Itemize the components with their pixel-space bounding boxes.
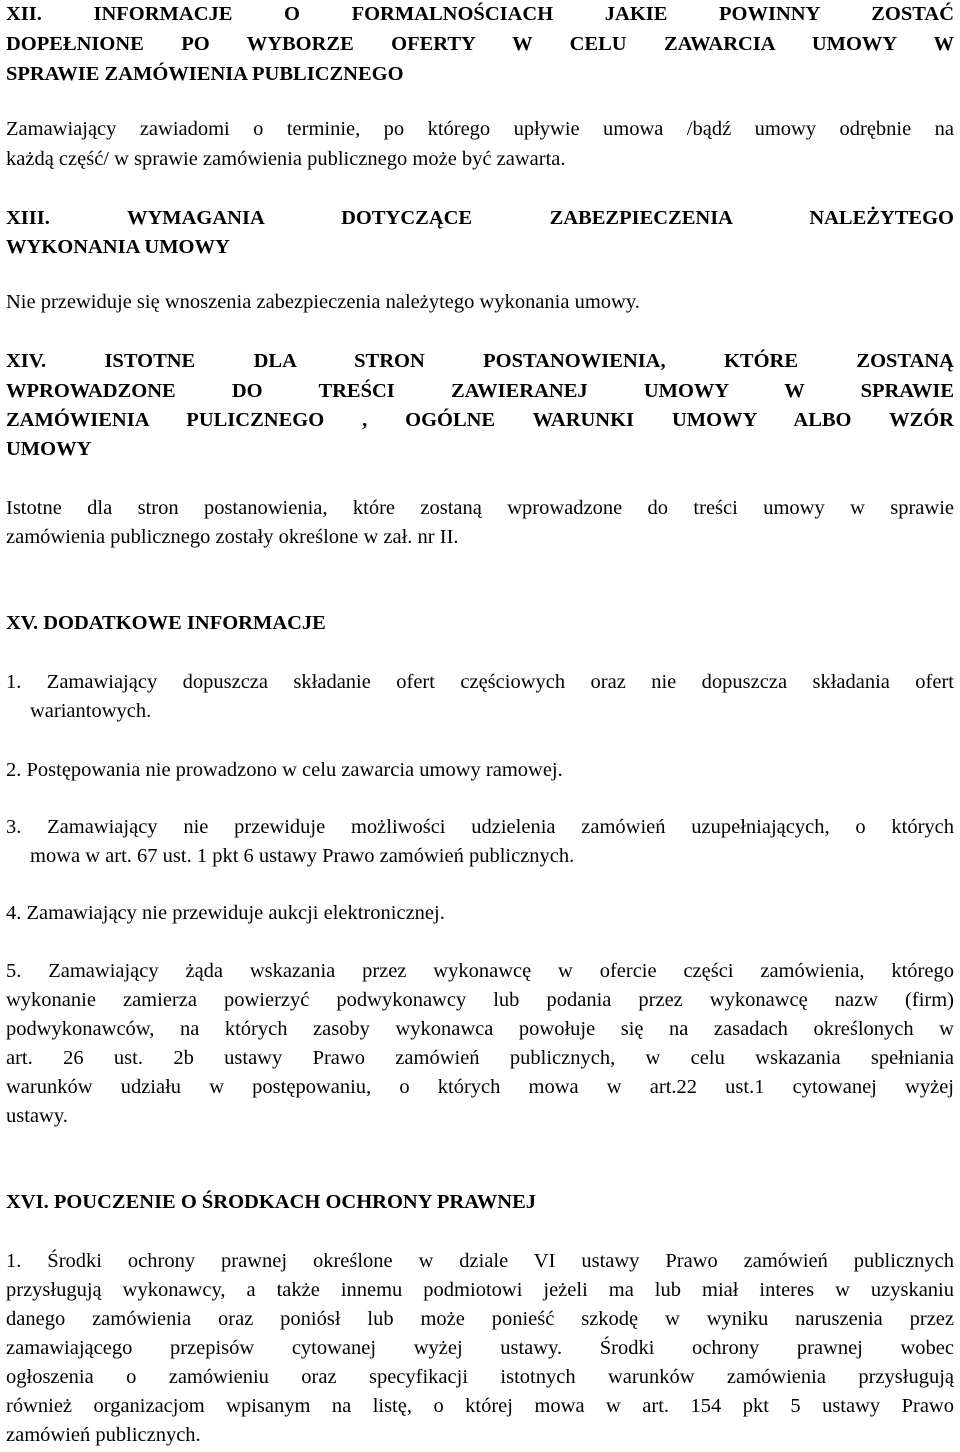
section-xii-heading-line-1: XII. INFORMACJE O FORMALNOŚCIACH JAKIE POWINNY ZOSTAĆ xyxy=(6,3,954,25)
xv-item-1-line-2: wariantowych. xyxy=(30,700,152,722)
xv-item-5-line-3: podwykonawców, na których zasoby wykonawca powołuje się na zasadach określonych w xyxy=(6,1018,954,1040)
section-xvi-heading: XVI. POUCZENIE O ŚRODKACH OCHRONY PRAWNEJ xyxy=(6,1191,536,1213)
xv-item-5-line-4: art. 26 ust. 2b ustawy Prawo zamówień publicznych, w celu wskazania spełniania xyxy=(6,1047,954,1069)
xvi-item-1-line-5: ogłoszenia o zamówieniu oraz specyfikacji istotnych warunków zamówienia przysługują xyxy=(6,1366,954,1388)
section-xiv-heading-line-4: UMOWY xyxy=(6,438,92,460)
section-xii-heading-line-3: SPRAWIE ZAMÓWIENIA PUBLICZNEGO xyxy=(6,63,404,85)
section-xii-heading-line-2: DOPEŁNIONE PO WYBORZE OFERTY W CELU ZAWARCIA UMOWY W xyxy=(6,33,954,55)
xvi-item-1-line-4: zamawiającego przepisów cytowanej wyżej ustawy. Środki ochrony prawnej wobec xyxy=(6,1337,954,1359)
section-xii-body-line-1: Zamawiający zawiadomi o terminie, po którego upływie umowa /bądź umowy odrębnie na xyxy=(6,118,954,140)
xv-item-5-line-6: ustawy. xyxy=(6,1105,68,1127)
xvi-item-1-line-6: również organizacjom wpisanym na listę, o której mowa w art. 154 pkt 5 ustawy Prawo xyxy=(6,1395,954,1417)
section-xiii-heading-line-1: XIII. WYMAGANIA DOTYCZĄCE ZABEZPIECZENIA NALEŻYTEGO xyxy=(6,207,954,229)
xv-item-2-line-1: 2. Postępowania nie prowadzono w celu zawarcia umowy ramowej. xyxy=(6,759,563,781)
xv-item-3-line-2: mowa w art. 67 ust. 1 pkt 6 ustawy Prawo zamówień publicznych. xyxy=(30,845,575,867)
xvi-item-1-line-1: 1. Środki ochrony prawnej określone w dziale VI ustawy Prawo zamówień publicznych xyxy=(6,1250,954,1272)
section-xiv-heading-line-2: WPROWADZONE DO TREŚCI ZAWIERANEJ UMOWY W SPRAWIE xyxy=(6,380,954,402)
section-xiv-body-line-2: zamówienia publicznego zostały określone w zał. nr II. xyxy=(6,526,459,548)
xv-item-5-line-2: wykonanie zamierza powierzyć podwykonawcy lub podania przez wykonawcę nazw (firm) xyxy=(6,989,954,1011)
section-xv-heading: XV. DODATKOWE INFORMACJE xyxy=(6,612,326,634)
xv-item-3-line-1: 3. Zamawiający nie przewiduje możliwości udzielenia zamówień uzupełniających, o których xyxy=(6,816,954,838)
xvi-item-1-line-3: danego zamówienia oraz poniósł lub może ponieść szkodę w wyniku naruszenia przez xyxy=(6,1308,954,1330)
xvi-item-1-line-2: przysługują wykonawcy, a także innemu podmiotowi jeżeli ma lub miał interes w uzyskaniu xyxy=(6,1279,954,1301)
section-xiii-heading-line-2: WYKONANIA UMOWY xyxy=(6,236,230,258)
section-xiv-heading-line-3: ZAMÓWIENIA PULICZNEGO , OGÓLNE WARUNKI UMOWY ALBO WZÓR xyxy=(6,409,954,431)
section-xii-body-line-2: każdą część/ w sprawie zamówienia publicznego może być zawarta. xyxy=(6,148,566,170)
xv-item-5-line-5: warunków udziału w postępowaniu, o których mowa w art.22 ust.1 cytowanej wyżej xyxy=(6,1076,954,1098)
xv-item-1-line-1: 1. Zamawiający dopuszcza składanie ofert częściowych oraz nie dopuszcza składania ofert xyxy=(6,671,954,693)
xv-item-4-line-1: 4. Zamawiający nie przewiduje aukcji elektronicznej. xyxy=(6,902,445,924)
section-xiv-body-line-1: Istotne dla stron postanowienia, które zostaną wprowadzone do treści umowy w sprawie xyxy=(6,497,954,519)
xv-item-5-line-1: 5. Zamawiający żąda wskazania przez wykonawcę w ofercie części zamówienia, którego xyxy=(6,960,954,982)
section-xiii-body-line-1: Nie przewiduje się wnoszenia zabezpieczenia należytego wykonania umowy. xyxy=(6,291,640,313)
section-xiv-heading-line-1: XIV. ISTOTNE DLA STRON POSTANOWIENIA, KTÓRE ZOSTANĄ xyxy=(6,350,954,372)
xvi-item-1-line-7: zamówień publicznych. xyxy=(6,1424,201,1446)
